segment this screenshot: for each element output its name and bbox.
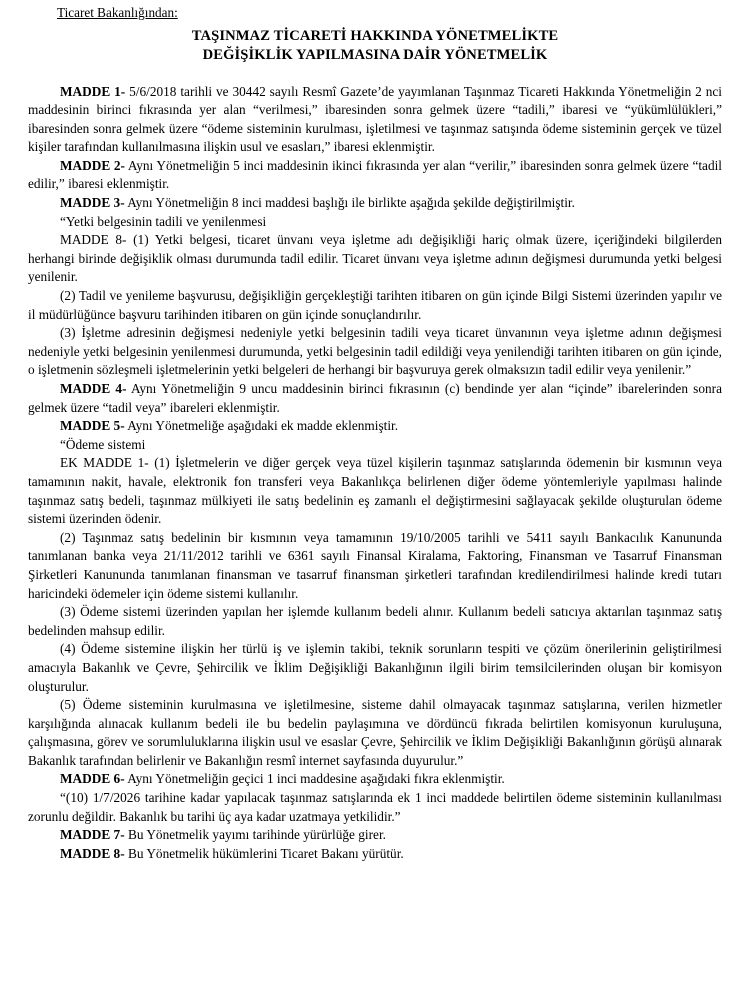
madde-6-label: MADDE 6- bbox=[60, 771, 125, 787]
title-line-1: TAŞINMAZ TİCARETİ HAKKINDA YÖNETMELİKTE bbox=[191, 27, 559, 44]
article-madde-3 bbox=[28, 194, 722, 213]
madde-5-label: MADDE 5- bbox=[60, 418, 125, 434]
article-madde-4 bbox=[28, 380, 722, 417]
article-madde-8 bbox=[28, 845, 722, 864]
article-madde-5 bbox=[28, 417, 722, 436]
article-madde-6 bbox=[28, 770, 722, 789]
madde-4-text: Aynı Yönetmeliğin 9 uncu maddesinin birinci fıkrasının (c) bendinde yer alan “içinde” ibarelerinden sonra gelmek üzere “tadil veya” ibareleri eklenmiştir. bbox=[28, 381, 722, 415]
quoted-madde-8-paragraph-3: (3) İşletme adresinin değişmesi nedeniyle yetki belgesinin tadili veya ticaret ünvanının veya işletme adının değişmesi nedeniyle yetki belgesinin yenilenmesi durumunda, yetki belgesinin tadil edildiği veya yenilendiği tarihten itibaren on gün içinde, o işletmenin sözleşmeli işletmelerinin yetki belgeleri de herhangi bir başvuruya gerek olmaksızın tadil edilir veya yenilenir.” bbox=[28, 325, 722, 378]
madde-8-label: MADDE 8- bbox=[60, 845, 125, 861]
ek-madde-1-paragraph-3: (3) Ödeme sistemi üzerinden yapılan her işlemde kullanım bedeli alınır. Kullanım bedeli satıcıya aktarılan taşınmaz satış bedelinden mahsup edilir. bbox=[28, 604, 722, 638]
madde-1-text: 5/6/2018 tarihli ve 30442 sayılı Resmî Gazete’de yayımlanan Taşınmaz Ticareti Hakkında Yönetmeliğin 2 nci maddesinin birinci fıkrasında yer alan “verilmesi,” ibaresinden sonra gelmek üzere “tadili,” ibaresi ve “yükümlülükleri,” ibaresinden sonra gelmek üzere “ödeme sisteminin kurulması, işletilmesi ve taşınmaz satışında ödeme sisteminin gerçek ve tüzel kişiler tarafından kullanılmasına ilişkin usul ve esasları,” ibaresi eklenmiştir. bbox=[28, 83, 722, 155]
madde-5-text: Aynı Yönetmeliğe aşağıdaki ek madde eklenmiştir. bbox=[124, 418, 399, 434]
issuer-text: Ticaret Bakanlığından: bbox=[57, 5, 178, 20]
subheading-yetki-belgesi: “Yetki belgesinin tadili ve yenilenmesi bbox=[60, 213, 267, 229]
madde-2-text: Aynı Yönetmeliğin 5 inci maddesinin ikinci fıkrasında yer alan “verilir,” ibaresinden sonra gelmek üzere “tadil edilir,” ibaresi eklenmiştir. bbox=[28, 157, 722, 192]
article-madde-1 bbox=[28, 83, 722, 157]
article-madde-2 bbox=[28, 157, 722, 194]
subheading-odeme-sistemi: “Ödeme sistemi bbox=[60, 436, 146, 452]
quoted-madde-8-text: (1) Yetki belgesi, ticaret ünvanı veya işletme adı değişikliği hariç olmak üzere, içeriğindeki bilgilerden herhangi birinde değişiklik olması durumunda tadil edilir. Ticaret ünvanı veya işletme adının değişmesi durumunda yetki belgesi yenilenir. bbox=[28, 232, 722, 285]
madde-2-label: MADDE 2- bbox=[60, 157, 125, 173]
madde-6-quoted-paragraph: “(10) 1/7/2026 tarihine kadar yapılacak taşınmaz satışlarında ek 1 inci maddede belirtilen ödeme sisteminin kullanılması zorunlu değildir. Bakanlık bu tarihi üç aya kadar uzatmaya yetkilidir.” bbox=[28, 790, 722, 824]
quoted-madde-8-paragraph-2: (2) Tadil ve yenileme başvurusu, değişikliğin gerçekleştiği tarihten itibaren on gün içinde Bilgi Sistemi üzerinden yapılır ve il müdürlüğünce başvuru tarihinden itibaren on gün içinde sonuçlandırılır. bbox=[28, 288, 722, 322]
ek-madde-1 bbox=[28, 454, 722, 528]
quoted-madde-8 bbox=[28, 231, 722, 287]
madde-3-label: MADDE 3- bbox=[60, 195, 125, 211]
quoted-madde-8-label: MADDE 8- bbox=[60, 232, 127, 248]
ek-madde-1-label: EK MADDE 1- bbox=[60, 455, 149, 471]
madde-7-text: Bu Yönetmelik yayımı tarihinde yürürlüğe girer. bbox=[124, 827, 386, 843]
madde-3-text: Aynı Yönetmeliğin 8 inci maddesi başlığı ile birlikte aşağıda şekilde değiştirilmiştir. bbox=[124, 195, 575, 211]
madde-1-label: MADDE 1- bbox=[60, 83, 126, 99]
article-madde-7 bbox=[28, 826, 722, 845]
madde-8-text: Bu Yönetmelik hükümlerini Ticaret Bakanı yürütür. bbox=[124, 845, 404, 861]
ek-madde-1-paragraph-5: (5) Ödeme sisteminin kurulmasına ve işletilmesine, sisteme dahil olmayacak taşınmaz satışlarına, verilen hizmetler karşılığında alınacak kullanım bedeli ile bu bedelin paylaşımına ve dördüncü fıkrada belirtilen komisyonun kuruluşuna, çalışmasına, görev ve sorumluluklarına ilişkin usul ve esaslar Çevre, Şehircilik ve İklim Değişikliği Bakanlığının görüşü alınarak Bakanlık tarafından belirlenir ve Bakanlığın resmî internet sayfasında duyurulur.” bbox=[28, 697, 722, 768]
ek-madde-1-paragraph-2: (2) Taşınmaz satış bedelinin bir kısmının veya tamamının 19/10/2005 tarihli ve 5411 sayılı Bankacılık Kanununda tanımlanan banka veya 21/11/2012 tarihli ve 6361 sayılı Finansal Kiralama, Faktoring, Finansman ve Tasarruf Finansman Şirketleri Kanununda tanımlanan finansman ve tasarruf finansman şirketleri tarafından kredilendirilmesi halinde kredi tutarı haricindeki ödemeler için ödeme sistemi kullanılır. bbox=[28, 529, 722, 601]
title-line-2: DEĞİŞİKLİK YAPILMASINA DAİR YÖNETMELİK bbox=[202, 47, 548, 63]
ek-madde-1-text: (1) İşletmelerin ve diğer gerçek veya tüzel kişilerin taşınmaz satışlarında ödemenin bir kısmının veya tamamının nakit, havale, elektronik fon transferi veya Bakanlıkça belirlenen diğer ödeme yöntemleriyle yapılması halinde taşınmaz satış bedeli, taşınmaz mülkiyeti ile satış bedelinin eş zamanlı el değiştirmesini sağlayacak şekilde oluşturulan ödeme sistemi üzerinden ödenir. bbox=[28, 455, 722, 527]
madde-7-label: MADDE 7- bbox=[60, 827, 125, 843]
ek-madde-1-paragraph-4: (4) Ödeme sistemine ilişkin her türlü iş ve işlemin takibi, teknik sorunların tespiti ve çözüm önerilerinin geliştirilmesi amacıyla Bakanlık ve Çevre, Şehircilik ve İklim Değişikliği Bakanlığının ilgili birim temsilcilerinden oluşan bir komisyon oluşturulur. bbox=[28, 641, 722, 694]
issuer-line bbox=[28, 4, 722, 23]
madde-4-label: MADDE 4- bbox=[60, 381, 127, 396]
madde-6-text: Aynı Yönetmeliğin geçici 1 inci maddesine aşağıdaki fıkra eklenmiştir. bbox=[124, 771, 505, 787]
page-title bbox=[98, 26, 653, 66]
title-spacer bbox=[28, 66, 722, 83]
